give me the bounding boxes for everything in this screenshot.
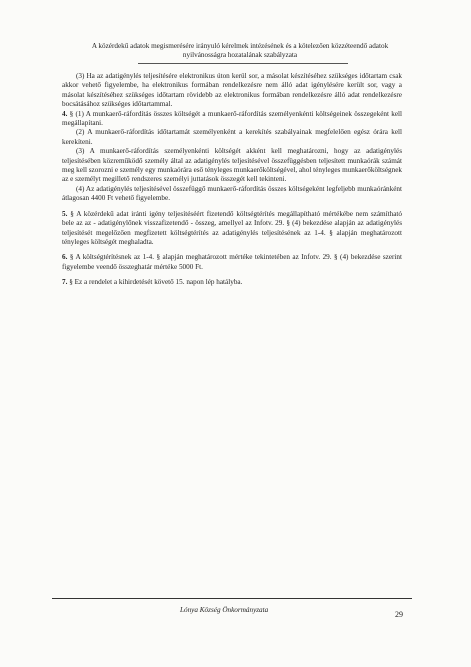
section-5-text: § A közérdekű adat iránti igény teljesítéséért fizetendő költségtérítés megállapítható mértékébe nem számítható bele az az - adatigénylőnek visszafizetendő - összeg, amellyel az Infotv. 29. § (4) bekezdése alapján az adatigénylés teljesítését megelőzően megfizetett költségtérítés az adatigénylés teljesítésének az 1-4. § alapján meghatározott tényleges költségét meghaladta. [62,209,403,246]
footer-organization: Lónya Község Önkormányzata [180,606,269,614]
section-5 [62,210,402,248]
section-7-number: 7. [62,278,68,287]
section-7 [62,278,402,287]
section-6-number: 6. [62,253,68,262]
section-4-number: 4. [62,109,68,118]
page-number: 29 [395,610,403,619]
paragraph-4-4: (4) Az adatigénylés teljesítésével összefüggő munkaerő-ráfordítás összes költségeként legfeljebb munkaóránként átlagosan 4400 Ft vehető figyelembe. [62,184,402,203]
document-body [62,72,402,288]
section-6 [62,253,402,272]
paragraph-4-2: (2) A munkaerő-ráfordítás időtartamát személyenként a kerekítés szabályainak megfelelően egész órára kell kerekíteni. [62,128,402,146]
section-4-1 [62,110,402,129]
paragraph-3-3: (3) Ha az adatigénylés teljesítésére elektronikus úton kerül sor, a másolat készítéséhez szükséges időtartam csak akkor vehető figyelembe, ha elektronikus formában rendelkezésre nem álló adat igénylésére került sor, vagy a másolat készítéséhez szükséges időtartam rövidebb az elektronikus formában rendelkezésre álló adat rendelkezésre bocsátásához szükséges időtartammal. [62,72,402,109]
header-rule [138,63,348,64]
header-line-2: nyilvánosságra hozatalának szabályzata [182,51,298,59]
section-7-text: § Ez a rendelet a kihirdetését követő 15. napon lép hatályba. [69,278,243,287]
header-line-1: A közérdekű adatok megismerésére irányuló kérelmek intézésének és a kötelezően közzéteendő adatok [91,42,389,50]
section-5-number: 5. [62,209,68,218]
section-6-text: § A költségtérítésnek az 1-4. § alapján meghatározott mértéke tekintetében az Infotv. 29. § (4) bekezdése szerint figyelembe veendő összeghatár mértéke 5000 Ft. [62,253,402,271]
footer-rule [52,598,412,599]
section-4-1-text: § (1) A munkaerő-ráfordítás összes költségét a munkaerő-ráfordítás személyenkénti költségeinek összegeként kell megállapítani. [62,109,403,128]
paragraph-4-3: (3) A munkaerő-ráfordítás személyenkénti költségét akként kell meghatározni, hogy az adatigénylés teljesítésében közreműködő személy által az adatigénylés teljesítésével összefüggésben teljesített munkaórák számát meg kell szorozni e személy egy munkaórára eső tényleges munkaerőköltségével, ahol tényleges munkaerőköltségnek az e személyt megillető rendszeres személyi juttatások összegét kell tekinteni. [62,147,402,184]
running-header [70,42,410,60]
